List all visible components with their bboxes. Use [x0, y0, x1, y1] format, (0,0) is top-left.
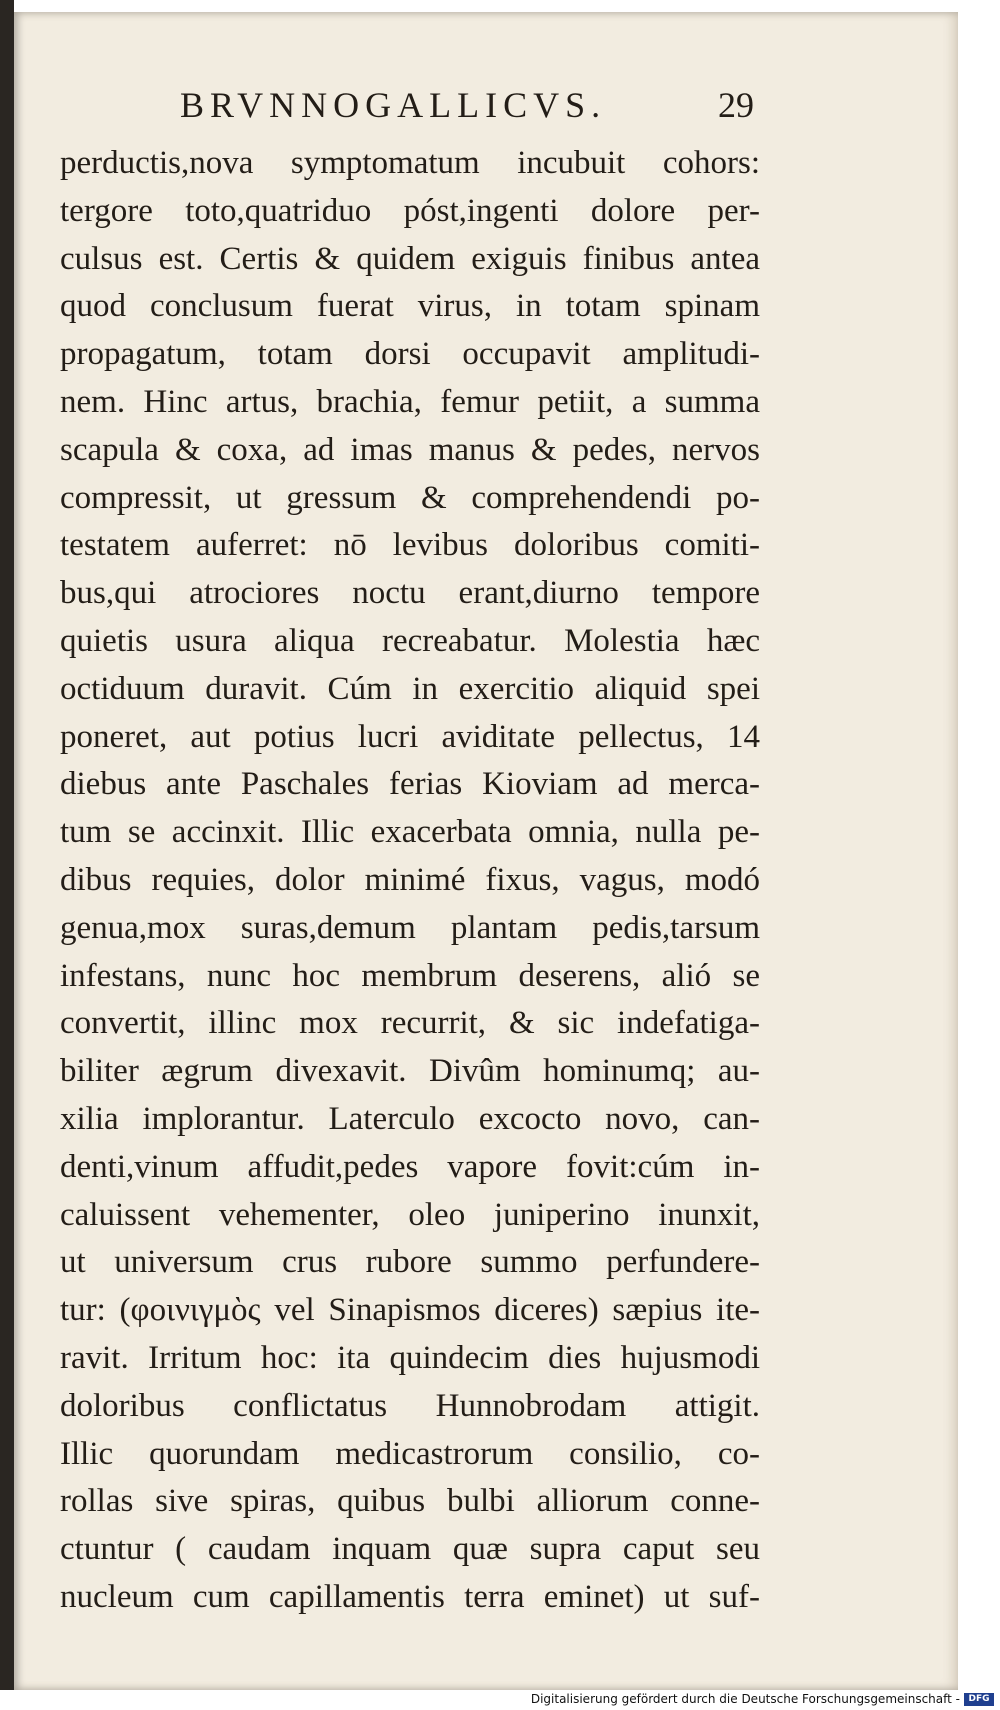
book-binding-edge	[0, 0, 14, 1710]
text-line: quod conclusum fuerat virus, in totam spinam	[60, 288, 760, 325]
text-line: convertit, illinc mox recurrit, & sic indefatiga-	[60, 1005, 760, 1042]
text-line: nucleum cum capillamentis terra eminet) ut suf-	[60, 1578, 760, 1615]
page-header	[180, 84, 760, 134]
text-line: ut universum crus rubore summo perfundere-	[60, 1244, 760, 1281]
body-text	[60, 140, 760, 1622]
text-line: propagatum, totam dorsi occupavit amplitudi-	[60, 336, 760, 373]
text-line: bus,qui atrociores noctu erant,diurno tempore	[60, 575, 760, 612]
running-title: BRVNNOGALLICVS.	[180, 85, 607, 125]
text-line: tur: (φοινιγμὸς vel Sinapismos diceres) sæpius ite-	[60, 1292, 760, 1329]
text-line: denti,vinum affudit,pedes vapore fovit:cúm in-	[60, 1148, 760, 1185]
text-line: diebus ante Paschales ferias Kioviam ad merca-	[60, 766, 760, 803]
text-line: Illic quorundam medicastrorum consilio, co-	[60, 1435, 760, 1472]
digitization-footer	[0, 1690, 1000, 1710]
page-number: 29	[718, 85, 754, 125]
text-line: testatem auferret: nō levibus doloribus comiti-	[60, 527, 760, 564]
text-line: ctuntur ( caudam inquam quæ supra caput seu	[60, 1531, 760, 1568]
dfg-logo: DFG	[964, 1693, 994, 1706]
text-line: nem. Hinc artus, brachia, femur petiit, a summa	[60, 383, 760, 420]
text-line: poneret, aut potius lucri aviditate pellectus, 14	[60, 718, 760, 755]
text-line: scapula & coxa, ad imas manus & pedes, nervos	[60, 431, 760, 468]
text-line: caluissent vehementer, oleo juniperino inunxit,	[60, 1196, 760, 1233]
text-line: rollas sive spiras, quibus bulbi alliorum conne-	[60, 1483, 760, 1520]
text-line: doloribus conflictatus Hunnobrodam attigit.	[60, 1387, 760, 1424]
text-line: perductis,nova symptomatum incubuit cohors:	[60, 145, 760, 181]
text-line: genua,mox suras,demum plantam pedis,tarsum	[60, 909, 760, 946]
text-line: infestans, nunc hoc membrum deserens, alió se	[60, 957, 760, 994]
text-line: quietis usura aliqua recreabatur. Molestia hæc	[60, 622, 760, 659]
text-line: compressit, ut gressum & comprehendendi po-	[60, 479, 760, 516]
text-line: ravit. Irritum hoc: ita quindecim dies hujusmodi	[60, 1339, 760, 1376]
text-line: tergore toto,quatriduo póst,ingenti dolore per-	[60, 192, 760, 229]
text-line: biliter ægrum divexavit. Divûm hominumq; au-	[60, 1053, 760, 1090]
funding-credit: Digitalisierung gefördert durch die Deutsche Forschungsgemeinschaft -	[530, 1692, 960, 1706]
text-line: dibus requies, dolor minimé fixus, vagus, modó	[60, 861, 760, 898]
text-line: culsus est. Certis & quidem exiguis finibus antea	[60, 240, 760, 277]
scan-background-right	[958, 12, 1000, 1690]
text-line: xilia implorantur. Laterculo excocto novo, can-	[60, 1100, 760, 1137]
text-line: octiduum duravit. Cúm in exercitio aliquid spei	[60, 670, 760, 707]
text-line: tum se accinxit. Illic exacerbata omnia, nulla pe-	[60, 814, 760, 851]
